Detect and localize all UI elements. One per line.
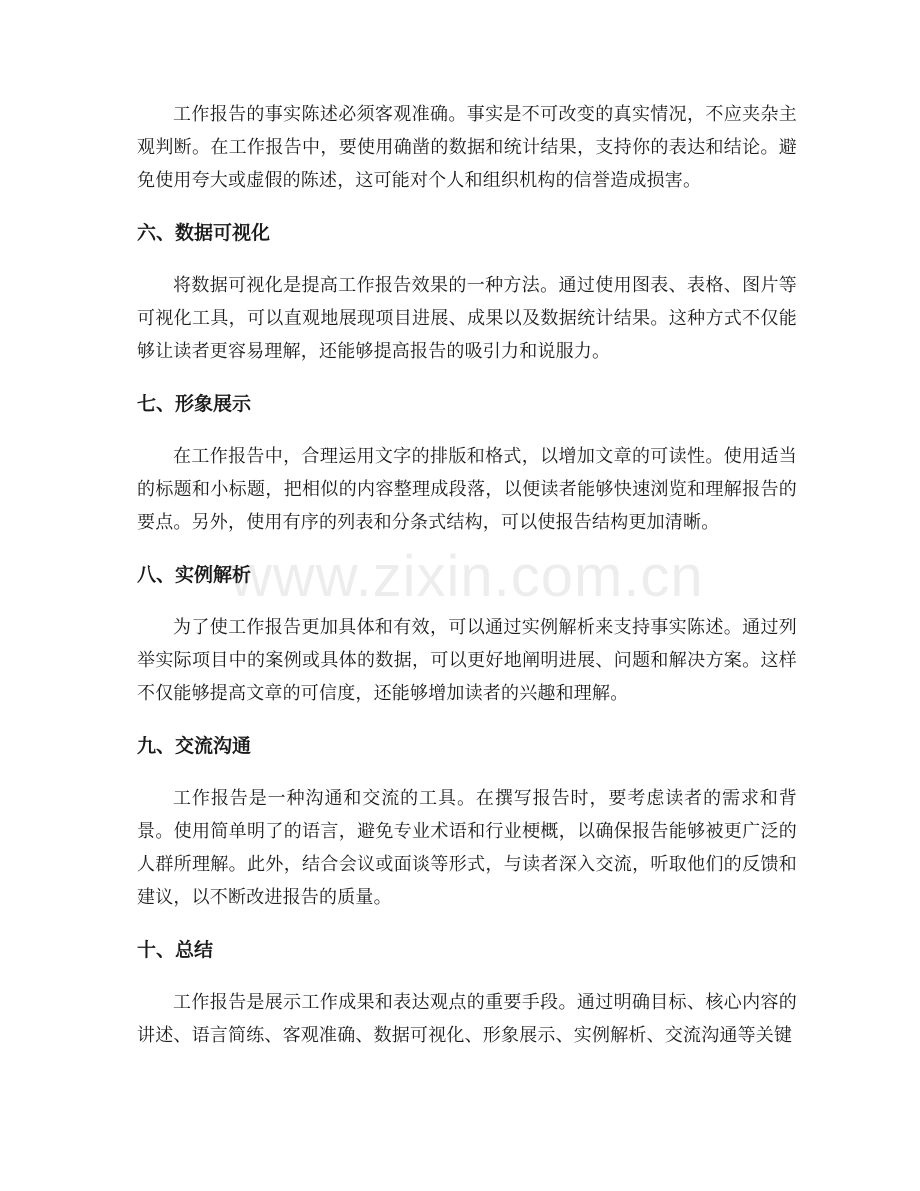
document-body <box>137 98 797 1052</box>
heading-summary: 十、总结 <box>137 939 214 961</box>
paragraph-case-analysis: 为了使工作报告更加具体和有效，可以通过实例解析来支持事实陈述。通过列举实际项目中的案例或具体的数据，可以更好地阐明进展、问题和解决方案。这样不仅能够提高文章的可信度，还能够增加读者的兴趣和理解。 <box>137 617 797 704</box>
paragraph-summary: 工作报告是展示工作成果和表达观点的重要手段。通过明确目标、核心内容的讲述、语言简练、客观准确、数据可视化、形象展示、实例解析、交流沟通等关键 <box>137 992 797 1046</box>
paragraph-fact-statement: 工作报告的事实陈述必须客观准确。事实是不可改变的真实情况，不应夹杂主观判断。在工作报告中，要使用确凿的数据和统计结果，支持你的表达和结论。避免使用夸大或虚假的陈述，这可能对个人和组织机构的信誉造成损害。 <box>137 104 797 191</box>
paragraph-communication: 工作报告是一种沟通和交流的工具。在撰写报告时，要考虑读者的需求和背景。使用简单明了的语言，避免专业术语和行业梗概，以确保报告能够被更广泛的人群所理解。此外，结合会议或面谈等形式，与读者深入交流，听取他们的反馈和建议，以不断改进报告的质量。 <box>137 788 797 908</box>
heading-data-visualization: 六、数据可视化 <box>137 222 271 244</box>
paragraph-image-display: 在工作报告中，合理运用文字的排版和格式，以增加文章的可读性。使用适当的标题和小标题，把相似的内容整理成段落，以便读者能够快速浏览和理解报告的要点。另外，使用有序的列表和分条式结构，可以使报告结构更加清晰。 <box>137 446 797 533</box>
watermark-text: www.zixin.com.cn <box>230 544 704 609</box>
heading-image-display: 七、形象展示 <box>137 393 252 415</box>
heading-case-analysis: 八、实例解析 <box>137 564 252 586</box>
paragraph-data-visualization: 将数据可视化是提高工作报告效果的一种方法。通过使用图表、表格、图片等可视化工具，可以直观地展现项目进展、成果以及数据统计结果。这种方式不仅能够让读者更容易理解，还能够提高报告的吸引力和说服力。 <box>137 275 797 362</box>
heading-communication: 九、交流沟通 <box>137 735 252 757</box>
